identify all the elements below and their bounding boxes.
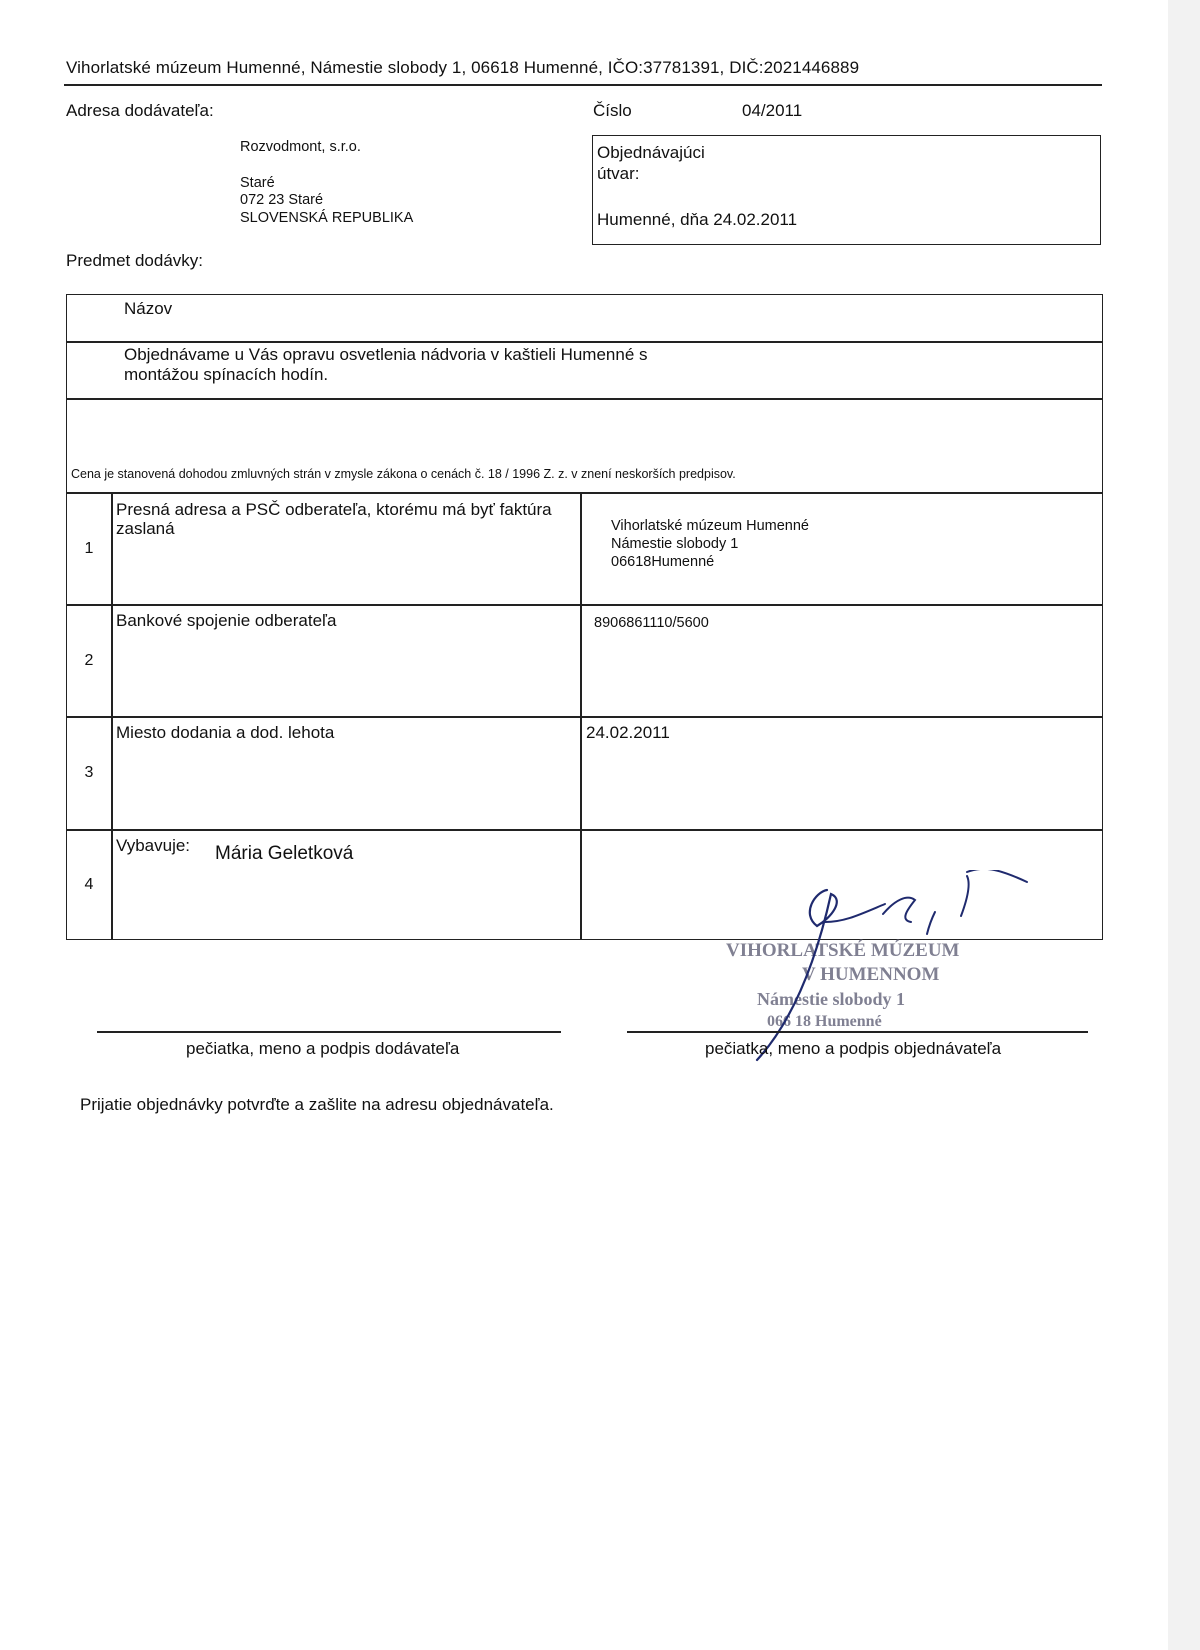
order-place-date: Humenné, dňa 24.02.2011 — [597, 210, 798, 229]
table-divider — [66, 398, 1103, 400]
table-divider — [66, 341, 1103, 343]
table-column-divider — [580, 492, 582, 940]
confirmation-note: Prijatie objednávky potvrďte a zašlite na adresu objednávateľa. — [80, 1095, 554, 1114]
subject-label: Predmet dodávky: — [66, 251, 204, 270]
row-number: 3 — [84, 764, 94, 781]
table-column-divider — [111, 492, 113, 940]
supplier-address-label: Adresa dodávateľa: — [66, 101, 214, 120]
item-description-line-1: Objednávame u Vás opravu osvetlenia nádvoria v kaštieli Humenné s — [124, 345, 648, 364]
price-note: Cena je stanovená dohodou zmluvných strán v zmysle zákona o cenách č. 18 / 1996 Z. z. v znení neskorších predpisov. — [71, 467, 736, 481]
table-divider — [66, 829, 1103, 831]
billing-address-line-3: 06618Humenné — [611, 554, 715, 570]
scan-margin — [1168, 0, 1200, 1650]
supplier-signature-line — [97, 1031, 561, 1033]
row-label: Presná adresa a PSČ odberateľa, ktorému má byť faktúra — [116, 500, 552, 519]
row-label: Vybavuje: — [116, 836, 191, 855]
billing-address-line-2: Námestie slobody 1 — [611, 536, 739, 552]
item-description-line-2: montážou spínacích hodín. — [124, 365, 329, 384]
supplier-street: Staré — [240, 175, 275, 191]
stamp-line-1: VIHORLATSKÉ MÚZEUM — [726, 940, 960, 961]
row-number: 2 — [84, 652, 94, 669]
bank-account-value: 8906861110/5600 — [594, 615, 709, 631]
supplier-name: Rozvodmont, s.r.o. — [240, 139, 361, 155]
ordering-unit-label-2: útvar: — [597, 164, 640, 183]
item-name-header: Názov — [124, 299, 173, 318]
stamp-line-3: Námestie slobody 1 — [757, 989, 905, 1009]
ordering-unit-label-1: Objednávajúci — [597, 143, 705, 162]
order-number-label: Číslo — [593, 101, 632, 120]
row-label: Miesto dodania a dod. lehota — [116, 723, 335, 742]
table-divider — [66, 716, 1103, 718]
supplier-signature-caption: pečiatka, meno a podpis dodávateľa — [186, 1039, 460, 1058]
supplier-city: 072 23 Staré — [240, 192, 324, 208]
handler-name: Mária Geletková — [215, 843, 354, 864]
row-number: 1 — [84, 540, 94, 557]
row-label: Bankové spojenie odberateľa — [116, 611, 337, 630]
customer-signature-caption: pečiatka, meno a podpis objednávateľa — [705, 1039, 1002, 1058]
customer-signature-line — [627, 1031, 1088, 1033]
stamp-line-2: V HUMENNOM — [802, 964, 940, 985]
organization-header: Vihorlatské múzeum Humenné, Námestie slobody 1, 06618 Humenné, IČO:37781391, DIČ:2021446889 — [66, 58, 860, 77]
header-rule — [64, 84, 1102, 86]
delivery-date-value: 24.02.2011 — [586, 723, 670, 742]
row-label: zaslaná — [116, 519, 175, 538]
table-divider — [66, 604, 1103, 606]
row-number: 4 — [84, 876, 94, 893]
order-number-value: 04/2011 — [742, 101, 803, 120]
billing-address-line-1: Vihorlatské múzeum Humenné — [611, 518, 809, 534]
table-divider — [66, 492, 1103, 494]
supplier-country: SLOVENSKÁ REPUBLIKA — [240, 210, 414, 226]
stamp-line-4: 066 18 Humenné — [767, 1013, 882, 1030]
